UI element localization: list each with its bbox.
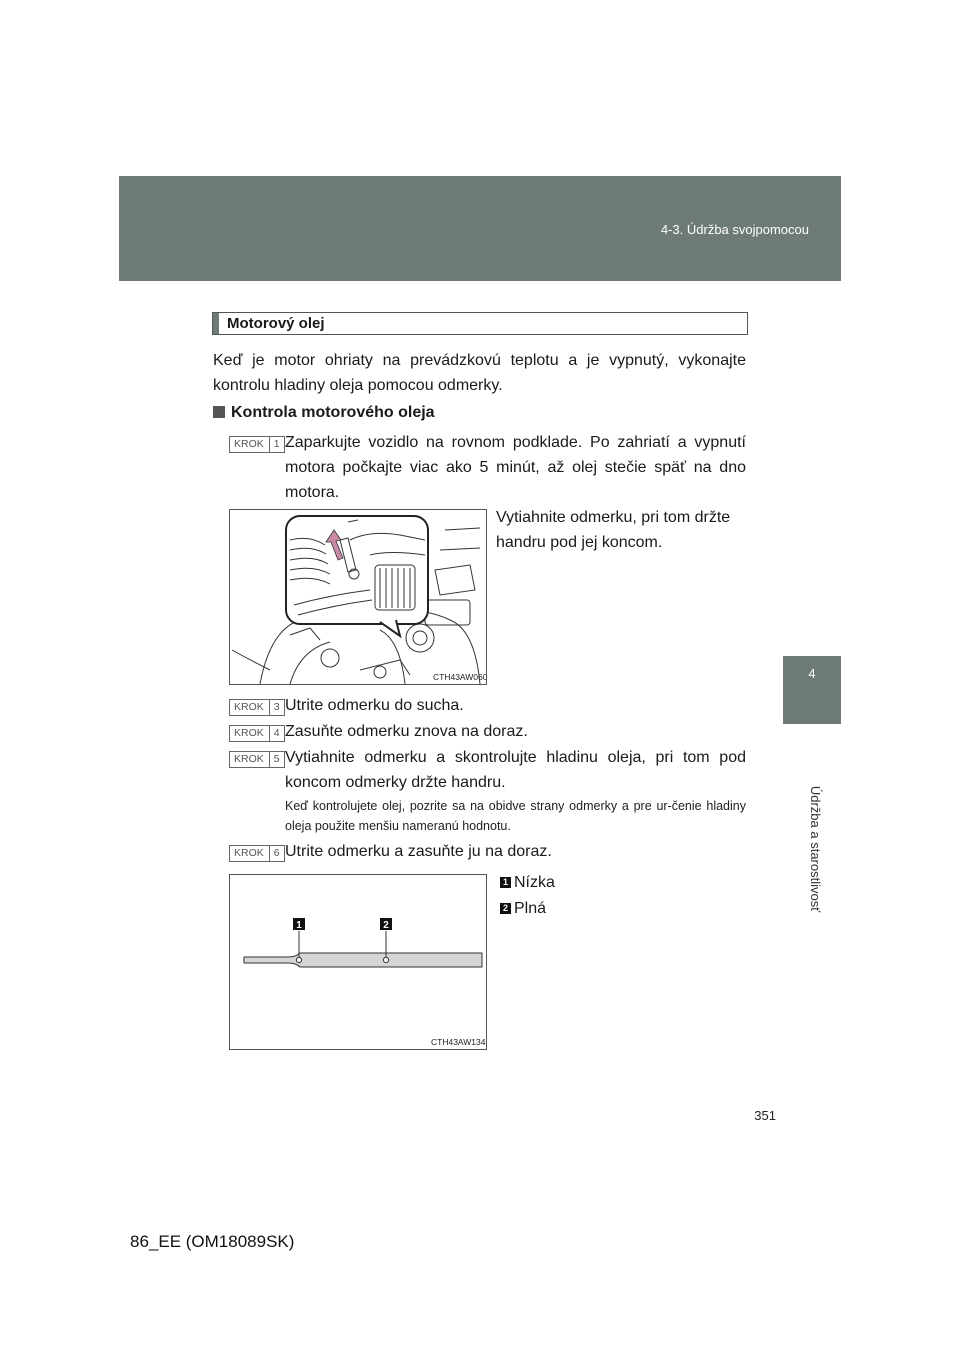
step-6-text: Utrite odmerku a zasuňte ju na doraz. — [285, 843, 552, 860]
intro-paragraph: Keď je motor ohriaty na prevádzkovú teplotu a je vypnutý, vykonajte kontrolu hladiny oleja pomocou odmerky. — [213, 352, 746, 394]
chapter-tab — [783, 656, 841, 724]
dipstick-figure — [229, 874, 487, 1050]
step-5-note: Keď kontrolujete olej, pozrite sa na obidve strany odmerky a pre ur-čenie hladiny oleja použite menšiu nameranú hodnotu. — [285, 799, 746, 833]
subheading — [213, 404, 746, 422]
legend-badge-2: 2 — [500, 903, 511, 914]
step-6-tag: KROK 6 — [229, 843, 285, 862]
step-3-text: Utrite odmerku do sucha. — [285, 697, 464, 714]
legend-label-1: Nízka — [514, 874, 555, 891]
legend-label-2: Plná — [514, 900, 547, 917]
page-number: 351 — [754, 1108, 776, 1123]
engine-figure — [229, 509, 487, 685]
document-code: 86_EE (OM18089SK) — [130, 1232, 295, 1251]
section-title: Motorový olej — [227, 315, 325, 332]
chapter-number: 4 — [808, 666, 816, 681]
engine-illustration — [230, 510, 486, 684]
subheading-text: Kontrola motorového oleja — [231, 404, 435, 421]
marker-1: 1 — [296, 920, 302, 931]
step-3-tag: KROK 3 — [229, 697, 285, 716]
dipstick-illustration — [230, 875, 486, 1049]
section-reference: 4-3. Údržba svojpomocou — [660, 222, 809, 237]
section-heading — [212, 312, 748, 335]
heading-bar — [213, 313, 219, 334]
step-5-tag: KROK 5 — [229, 749, 285, 768]
legend-item-1 — [500, 870, 555, 895]
step-1-text: Zaparkujte vozidlo na rovnom podklade. Po zahriatí a vypnutí motora počkajte viac ako 5 minút, až olej stečie späť na dno motora. — [285, 434, 746, 501]
legend-badge-1: 1 — [500, 877, 511, 888]
engine-figure-code: CTH43AW060 — [433, 672, 486, 682]
chapter-title: Údržba a starostlivosť — [808, 785, 823, 913]
step-5-text: Vytiahnite odmerku a skontrolujte hladinu oleja, pri tom pod koncom odmerky držte handru. — [285, 749, 746, 791]
marker-2: 2 — [383, 920, 389, 931]
step-4-text: Zasuňte odmerku znova na doraz. — [285, 723, 528, 740]
header-band — [119, 176, 841, 281]
step-1-tag: KROK 1 — [229, 434, 285, 453]
step-4-tag: KROK 4 — [229, 723, 285, 742]
dipstick-figure-code: CTH43AW134 — [431, 1037, 486, 1047]
legend-item-2 — [500, 896, 546, 921]
step-2-text: Vytiahnite odmerku, pri tom držte handru pod jej koncom. — [496, 509, 731, 551]
square-bullet-icon — [213, 406, 225, 418]
